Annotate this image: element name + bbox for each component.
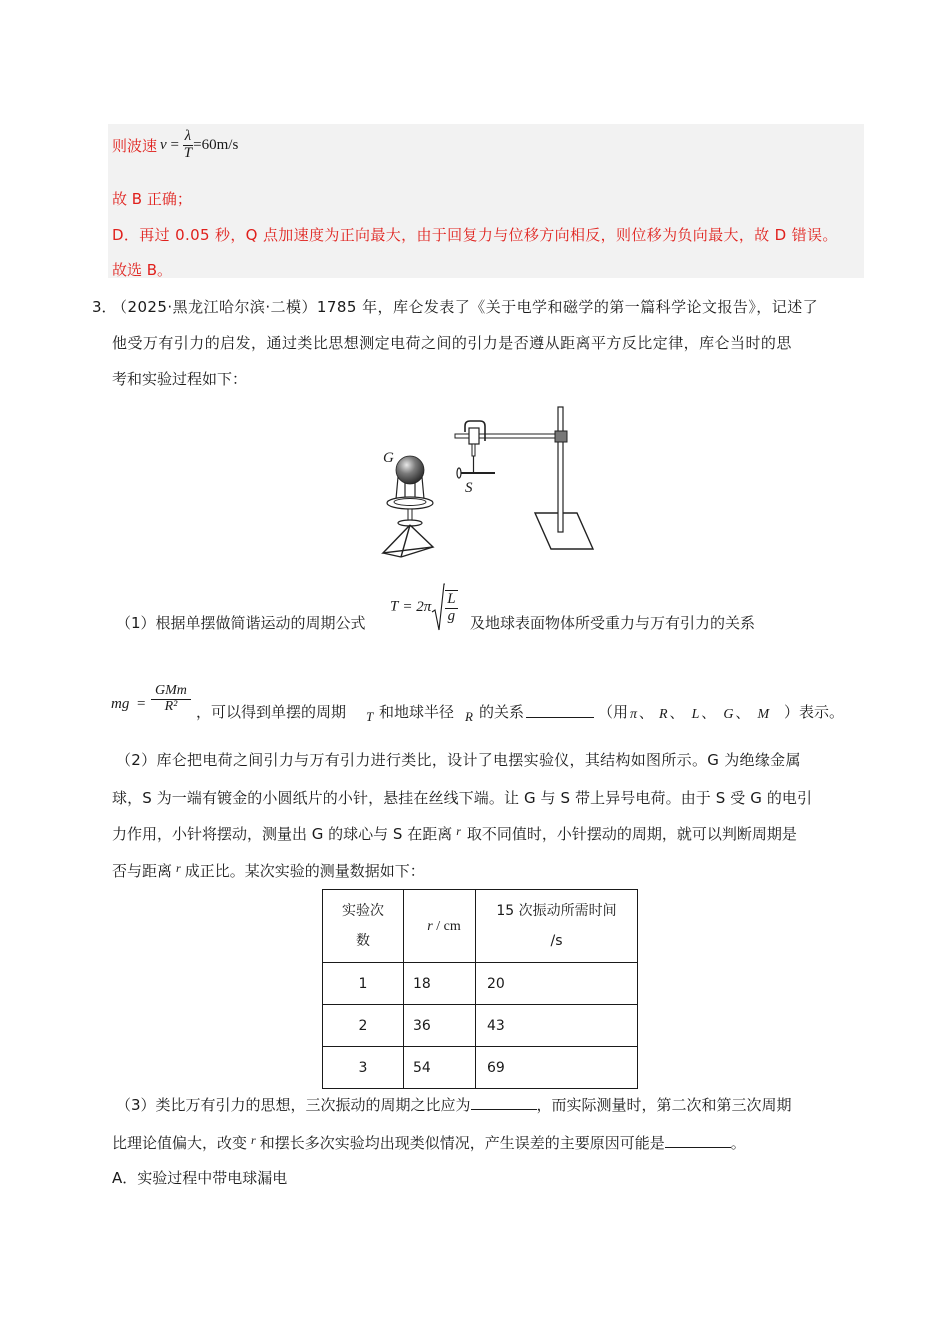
var-r-inline: r bbox=[176, 861, 181, 875]
table-row bbox=[323, 963, 638, 1005]
part3-line-2: 比理论值偏大，改变 $^r$ 和摆长多次实验均出现类似情况，产生误差的主要原因可能是 。 bbox=[112, 1133, 746, 1152]
fraction-numerator: GMm bbox=[151, 684, 191, 700]
cell-distance: 54 bbox=[404, 1047, 476, 1089]
part1-text-d: 和地球半径 bbox=[379, 703, 455, 721]
part2-line-4: 否与距离 $^r$ 成正比。某次实验的测量数据如下： bbox=[112, 861, 425, 880]
part1-text-g: ）表示。 bbox=[784, 703, 845, 721]
cell-time: 43 bbox=[476, 1005, 638, 1047]
var-l: L bbox=[691, 707, 700, 722]
suspension-block bbox=[469, 428, 479, 444]
wave-speed-result: =60m/s bbox=[193, 136, 239, 153]
wave-speed-prefix: 则波速 bbox=[112, 136, 158, 155]
suspension-collar bbox=[472, 444, 475, 456]
part1-text-a: （1）根据单摆做简谐运动的周期公式 bbox=[116, 614, 366, 632]
table-row bbox=[323, 1005, 638, 1047]
wave-speed-line bbox=[112, 129, 238, 167]
var-r-inline: r bbox=[456, 824, 461, 838]
stand-rod bbox=[558, 407, 563, 532]
answer-line-final: 故选 B。 bbox=[112, 261, 173, 279]
period-coef: = 2π bbox=[402, 598, 432, 615]
part3-line-1: （3）类比万有引力的思想，三次振动的周期之比应为 ，而实际测量时，第二次和第三次周期 bbox=[116, 1096, 792, 1114]
var-g: G bbox=[723, 707, 734, 722]
cell-distance: 36 bbox=[404, 1005, 476, 1047]
gravitation-fraction bbox=[151, 684, 191, 714]
wave-speed-fraction bbox=[183, 129, 194, 162]
table-header-row bbox=[323, 890, 638, 963]
fraction-denominator: T bbox=[183, 144, 193, 161]
part1-text-e: 的关系 bbox=[479, 703, 525, 721]
fraction-denominator: g bbox=[447, 607, 456, 624]
intro-line-2: 他受万有引力的启发，通过类比思想测定电荷之间的引力是否遵从距离平方反比定律，库仑当时的思 bbox=[112, 334, 792, 352]
period-fraction bbox=[445, 590, 457, 625]
label-s: S bbox=[465, 480, 473, 496]
metal-ball-g bbox=[396, 456, 424, 484]
period-formula bbox=[390, 582, 458, 632]
answer-blank-2[interactable] bbox=[471, 1095, 537, 1110]
var-pi: π bbox=[630, 707, 638, 722]
var-R: R bbox=[465, 709, 473, 724]
measurement-table bbox=[322, 889, 638, 1089]
cell-distance: 18 bbox=[404, 963, 476, 1005]
intro-line-3: 考和实验过程如下： bbox=[112, 370, 248, 388]
wave-speed-var: v bbox=[160, 136, 167, 153]
option-a[interactable]: A．实验过程中带电球漏电 bbox=[112, 1169, 288, 1187]
mg-var: mg bbox=[111, 696, 130, 712]
intro-line-1: （2025·黑龙江哈尔滨·二模）1785 年，库仑发表了《关于电学和磁学的第一篇科学论文报告》，记述了 bbox=[112, 298, 819, 316]
variable-list: π 、 R 、 L 、 G 、 M bbox=[630, 706, 770, 722]
coulomb-apparatus-figure bbox=[375, 395, 605, 565]
part2-line-1: （2）库仑把电荷之间引力与万有引力进行类比，设计了电摆实验仪，其结构如图所示。G 为绝缘金属 bbox=[116, 751, 801, 769]
stand-clamp bbox=[555, 431, 567, 442]
table-row bbox=[323, 1047, 638, 1089]
cell-trial: 3 bbox=[323, 1047, 404, 1089]
mg-eq: = bbox=[137, 696, 146, 712]
var-T: T bbox=[366, 709, 374, 724]
cell-trial: 1 bbox=[323, 963, 404, 1005]
question-number: 3． bbox=[92, 298, 117, 316]
fraction-numerator: λ bbox=[184, 128, 192, 144]
header-distance: r / cm bbox=[404, 890, 476, 963]
answer-blank-3[interactable] bbox=[665, 1133, 731, 1148]
answer-blank-1[interactable] bbox=[526, 703, 594, 718]
var-m: M bbox=[757, 707, 770, 722]
period-var: T bbox=[390, 598, 399, 615]
part1-text-c: ，可以得到单摆的周期 bbox=[196, 703, 347, 721]
part1-text-f: （用 bbox=[598, 703, 629, 721]
answer-line-d: D．再过 0.05 秒，Q 点加速度为正向最大，由于回复力与位移方向相反，则位移为负向最大，故 D 错误。 bbox=[112, 226, 838, 244]
var-r-inline: r bbox=[251, 1133, 256, 1147]
header-trial: 实验次 数 bbox=[323, 890, 404, 963]
wave-speed-eq: = bbox=[166, 136, 183, 153]
gilded-disc bbox=[457, 468, 461, 478]
label-g: G bbox=[383, 450, 394, 466]
part1-text-b: 及地球表面物体所受重力与万有引力的关系 bbox=[470, 614, 756, 632]
cell-time: 69 bbox=[476, 1047, 638, 1089]
header-time: 15 次振动所需时间 /s bbox=[476, 890, 638, 963]
part2-line-2: 球，S 为一端有镀金的小圆纸片的小针，悬挂在丝线下端。让 G 与 S 带上异号电荷。由于 S 受 G 的电引 bbox=[112, 789, 813, 807]
part2-line-3: 力作用，小针将摆动，测量出 G 的球心与 S 在距离 $^r$ 取不同值时，小针摆动的周期，就可以判断周期是 bbox=[112, 824, 797, 843]
cell-trial: 2 bbox=[323, 1005, 404, 1047]
fraction-numerator: L bbox=[447, 590, 456, 607]
fraction-denominator: R² bbox=[164, 698, 178, 714]
answer-line-b: 故 B 正确； bbox=[112, 190, 192, 208]
sqrt-sign bbox=[431, 582, 445, 632]
cell-time: 20 bbox=[476, 963, 638, 1005]
var-r: R bbox=[659, 707, 668, 722]
stand-base bbox=[535, 513, 593, 549]
mg-fraction bbox=[151, 684, 191, 714]
